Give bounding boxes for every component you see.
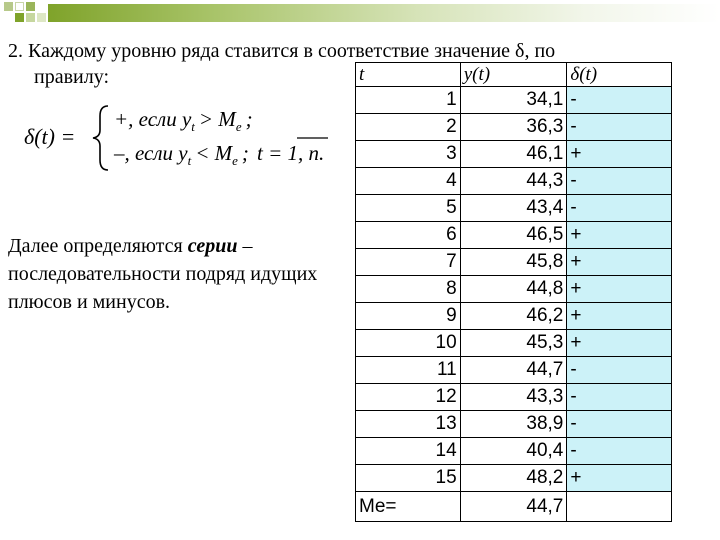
cell-y: 46,2 (460, 303, 567, 330)
cell-t: 5 (356, 195, 461, 222)
cell-t: 12 (356, 384, 461, 411)
cell-t: 11 (356, 357, 461, 384)
median-row (356, 492, 672, 522)
cell-y: 36,3 (460, 114, 567, 141)
table-header-row (356, 63, 672, 87)
median-label: Me= (356, 492, 461, 522)
cell-delta: - (567, 384, 672, 411)
header-t: t (356, 63, 461, 87)
cell-y: 45,8 (460, 249, 567, 276)
table-row (356, 465, 672, 492)
formula-lhs: δ(t) = (24, 124, 76, 149)
median-empty-cell (567, 492, 672, 522)
cell-t: 9 (356, 303, 461, 330)
cell-t: 13 (356, 411, 461, 438)
cell-y: 48,2 (460, 465, 567, 492)
table-row (356, 195, 672, 222)
table-row (356, 330, 672, 357)
median-value: 44,7 (460, 492, 567, 522)
cell-delta: + (567, 330, 672, 357)
cell-delta: - (567, 357, 672, 384)
table-row (356, 114, 672, 141)
table-row (356, 357, 672, 384)
cell-delta: - (567, 411, 672, 438)
table-row (356, 276, 672, 303)
cell-y: 44,8 (460, 276, 567, 303)
table-row (356, 168, 672, 195)
formula-svg (22, 98, 352, 178)
table-row (356, 87, 672, 114)
cell-delta: + (567, 141, 672, 168)
cell-y: 38,9 (460, 411, 567, 438)
cell-y: 46,5 (460, 222, 567, 249)
cell-t: 8 (356, 276, 461, 303)
cell-t: 6 (356, 222, 461, 249)
cell-y: 34,1 (460, 87, 567, 114)
header-y: y(t) (460, 63, 567, 87)
cell-y: 40,4 (460, 438, 567, 465)
delta-table (355, 62, 672, 522)
series-term: серии (187, 235, 238, 257)
cell-y: 43,3 (460, 384, 567, 411)
cell-delta: - (567, 87, 672, 114)
cell-delta: - (567, 438, 672, 465)
table-row (356, 249, 672, 276)
cell-t: 3 (356, 141, 461, 168)
table-row (356, 141, 672, 168)
header-delta: δ(t) (567, 63, 672, 87)
cell-t: 7 (356, 249, 461, 276)
cell-y: 46,1 (460, 141, 567, 168)
cell-y: 43,4 (460, 195, 567, 222)
cell-y: 44,7 (460, 357, 567, 384)
series-definition: Далее определяются серии – последовательности подряд идущих плюсов и минусов. (8, 235, 318, 313)
case2-text: –, если $y_t < M_e$ ; (114, 141, 249, 168)
case1-text: +, если $y_t > M_e$ ; (114, 107, 253, 134)
decorative-squares-icon (4, 2, 48, 26)
table-row (356, 303, 672, 330)
cell-delta: + (567, 465, 672, 492)
cell-delta: + (567, 249, 672, 276)
heading-line-1: 2. Каждому уровню ряда ставится в соответствие значение δ, по (8, 40, 556, 62)
range-text: t = 1, n. (257, 141, 325, 165)
cell-t: 4 (356, 168, 461, 195)
cell-delta: + (567, 222, 672, 249)
cell-delta: - (567, 114, 672, 141)
cell-t: 14 (356, 438, 461, 465)
delta-rule-formula (22, 98, 352, 178)
cell-delta: + (567, 303, 672, 330)
header-gradient (48, 4, 720, 22)
formula-brace (93, 106, 108, 170)
heading-line-2: правилу: (34, 66, 109, 88)
cell-y: 45,3 (460, 330, 567, 357)
table-row (356, 438, 672, 465)
table-row (356, 222, 672, 249)
slide-header-bar (0, 0, 720, 30)
cell-t: 1 (356, 87, 461, 114)
cell-y: 44,3 (460, 168, 567, 195)
cell-delta: + (567, 276, 672, 303)
cell-delta: - (567, 195, 672, 222)
cell-t: 15 (356, 465, 461, 492)
cell-t: 2 (356, 114, 461, 141)
cell-delta: - (567, 168, 672, 195)
table-row (356, 384, 672, 411)
cell-t: 10 (356, 330, 461, 357)
table-row (356, 411, 672, 438)
